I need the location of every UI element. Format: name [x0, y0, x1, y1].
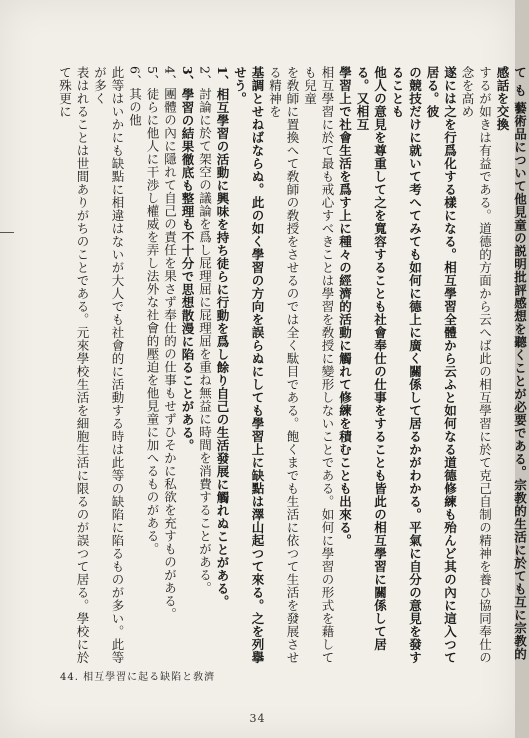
section-heading: 44. 相互學習に起る缺陷と敎濟 — [60, 672, 216, 683]
list-item: 6、其の他 — [127, 66, 143, 127]
page-number: 34 — [249, 712, 266, 725]
text-column: 相互學習に於て最も戒心すべきことは學習を敎授に變形しないことである。如何に學習の形式を藉しても兒童 — [302, 66, 335, 664]
text-column: 表はれることは世間ありがちのことである。元來學校生活を細胞生活に限るのが誤つて居る。學校に於て殊更に — [57, 66, 90, 664]
page-edge-mark — [0, 232, 14, 233]
list-item: 2、討論に於て架空の議論を爲し屁理屈に屁理屈を重ね無益に時間を消費することがある。 — [197, 66, 213, 595]
list-item: 3、學習の結果徹底も整理も不十分で思想散漫に陷ることがある。 — [180, 66, 195, 453]
vertical-body-text — [56, 66, 529, 666]
list-item: 5、徒らに他人に干渉し權威を弄し法外な社會的壓迫を他見童に加へるものがある。 — [145, 66, 160, 556]
text-column: の競技だけに就いて考へてみても如何に德上に廣く關係して居るかがわかる。平氣に自分の意見を發することも — [390, 66, 423, 664]
list-item: 1、相互學習の活動に興味を持ち徒らに行動を爲し餘り自己の生活發展に觸れぬことがある。 — [215, 66, 230, 609]
text-column: て も 藝術品について他見童の説明批評感想を聽くことが必要である。宗教的生活に於ても互に宗教的感話を交換 — [495, 66, 528, 661]
body-text-area — [56, 66, 528, 666]
text-column: を敎師に置換へて敎師の敎授をさせるのでは全く駄目である。飽くまでも生活に依つて生活を發展させる精神を — [267, 66, 300, 664]
text-column: 學習上で社會生活を爲す上に種々の經濟的活動に觸れて修練を積むことも出來る。 — [337, 66, 353, 547]
text-column: するが如きは有益である。道德的方面から云へば此の相互學習に於て克己自制の精神を養ひ協同奉仕の念を高め — [460, 66, 493, 664]
list-item: 4、團體の內に隱れて自己の責任を果さず奉仕的の仕事もせずひそかに私欲を充すものがある。 — [162, 66, 178, 621]
text-column: 遂には之を行爲化する樣になる。相互學習全體から云ふと如何なる道德修練も殆んど其の內に這入つて居る。彼 — [425, 66, 458, 664]
text-column: 他人の意見を尊重して之を寬容することも社會奉仕の仕事をすることも皆此の相互學習に關係して居る。又相互 — [355, 66, 388, 651]
text-column: 基調とせねばならぬ。此の如く學習の方向を誤らぬにしても學習上に缺點は澤山起つて來る。之を列擧せう。 — [232, 66, 265, 664]
text-column: 此等はいかにも缺點に相違はないが大人でも社會的に活動する時は此等の缺陷に陷るものが多い。此等が多く — [92, 66, 125, 664]
